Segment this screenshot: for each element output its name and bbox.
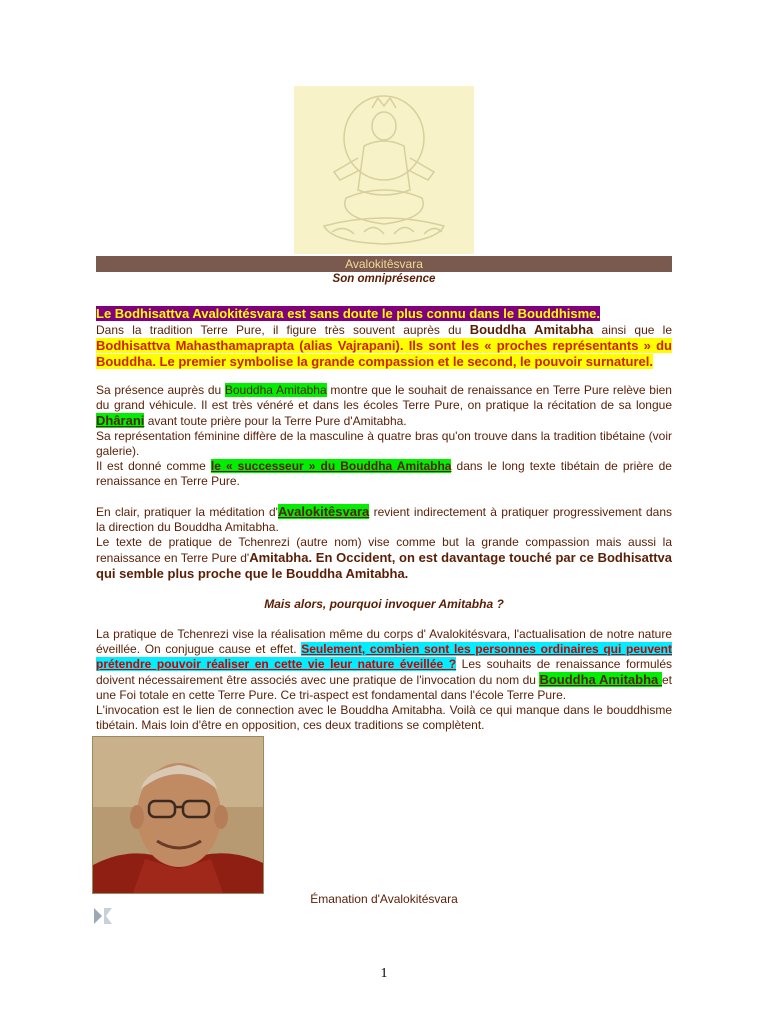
link-bouddha-amitabha-1[interactable]: Bouddha Amitabha bbox=[224, 383, 327, 397]
paragraph-tchenrezi: Le texte de pratique de Tchenrezi (autre nom) vise comme but la grande compassion mais aussi la renaissance en Terre Pure d'Amitabha. En Occident, on est davantage touché par ce Bodhisattva qui semble plus proche que le Bouddha Amitabha. bbox=[96, 535, 673, 581]
link-avalokitesvara[interactable]: Avalokitêsvara bbox=[277, 504, 370, 519]
paragraph-presence: Sa présence auprès du Bouddha Amitabha montre que le souhait de renaissance en Terre Pure relève bien du grand véhicule. Il est très vénéré et dans les écoles Terre Pure, on pratique la récitation de sa longue Dhârani avant toute prière pour la Terre Pure d'Amitabha. bbox=[96, 383, 672, 428]
occident-statement: Amitabha. En Occident, on est davantage touché par ce Bodhisattva qui semble plus proche que le Bouddha Amitabha. bbox=[96, 550, 673, 581]
article-body bbox=[96, 306, 672, 733]
paragraph-successeur: Il est donné comme le « successeur » du Bouddha Amitabha dans le long texte tibétain de prière de renaissance en Terre Pure. bbox=[96, 459, 672, 488]
term-bouddha-amitabha: Bouddha Amitabha bbox=[469, 322, 594, 337]
mahasthamaprapta-highlight: Bodhisattva Mahasthamaprapta (alias Vajrapani). Ils sont les « proches représentants » du Bouddha. Le premier symbolise la grande compassion et le second, le pouvoir surnaturel. bbox=[96, 338, 672, 369]
link-bouddha-amitabha-2[interactable]: Bouddha Amitabha bbox=[539, 672, 662, 687]
question-highlight[interactable]: Seulement, combien sont les personnes ordinaires qui peuvent prétendre pouvoir réaliser en cette vie leur nature éveillée ? bbox=[96, 642, 672, 671]
section-question: Mais alors, pourquoi invoquer Amitabha ? bbox=[264, 597, 504, 611]
link-dharani[interactable]: Dhârani bbox=[96, 413, 145, 428]
link-successeur[interactable]: le « successeur » du Bouddha Amitabha bbox=[210, 459, 452, 473]
page-subtitle: Son omniprésence bbox=[332, 273, 436, 285]
portrait-photo bbox=[92, 736, 264, 894]
page-number: 1 bbox=[380, 966, 388, 981]
paragraph-feminine: Sa représentation féminine diffère de la masculine à quatre bras qu'on trouve dans la tradition tibétaine (voir galerie). bbox=[96, 429, 672, 458]
page-title-bar bbox=[96, 256, 672, 272]
paragraph-invocation: L'invocation est le lien de connection avec le Bouddha Amitabha. Voilà ce qui manque dans le bouddhisme tibétain. Mais loin d'être en opposition, ces deux traditions se complètent. bbox=[96, 703, 672, 732]
bookmark-logo-icon bbox=[92, 906, 116, 926]
page-title: Avalokitêsvara bbox=[345, 257, 423, 271]
paragraph-intro: Le Bodhisattva Avalokitésvara est sans doute le plus connu dans le Bouddhisme. Dans la tradition Terre Pure, il figure très souvent auprès du Bouddha Amitabha ainsi que le Bodhisattva Mahasthamaprapta (alias Vajrapani). Ils sont les « proches représentants » du Bouddha. Le premier symbolise la grande compassion et le second, le pouvoir surnaturel. bbox=[96, 306, 673, 369]
paragraph-pratique: La pratique de Tchenrezi vise la réalisation même du corps d' Avalokitésvara, l'actualisation de notre nature éveillée. On conjugue cause et effet. Seulement, combien sont les personnes ordinaires qui peuvent prétendre pouvoir réaliser en cette vie leur nature éveillée ? Les souhaits de renaissance formulés doivent nécessairement être associés avec une pratique de l'invocation du nom du Bouddha Amitabha et une Foi totale en cette Terre Pure. Ce tri-aspect est fondamental dans l'école Terre Pure. bbox=[96, 627, 673, 702]
bodhisattva-image bbox=[294, 86, 474, 254]
paragraph-meditation: En clair, pratiquer la méditation d'Avalokitêsvara revient indirectement à pratiquer progressivement dans la direction du Bouddha Amitabha. bbox=[96, 504, 672, 534]
intro-highlight: Le Bodhisattva Avalokitésvara est sans doute le plus connu dans le Bouddhisme. bbox=[96, 306, 600, 321]
portrait-caption: Émanation d'Avalokitésvara bbox=[310, 892, 458, 906]
